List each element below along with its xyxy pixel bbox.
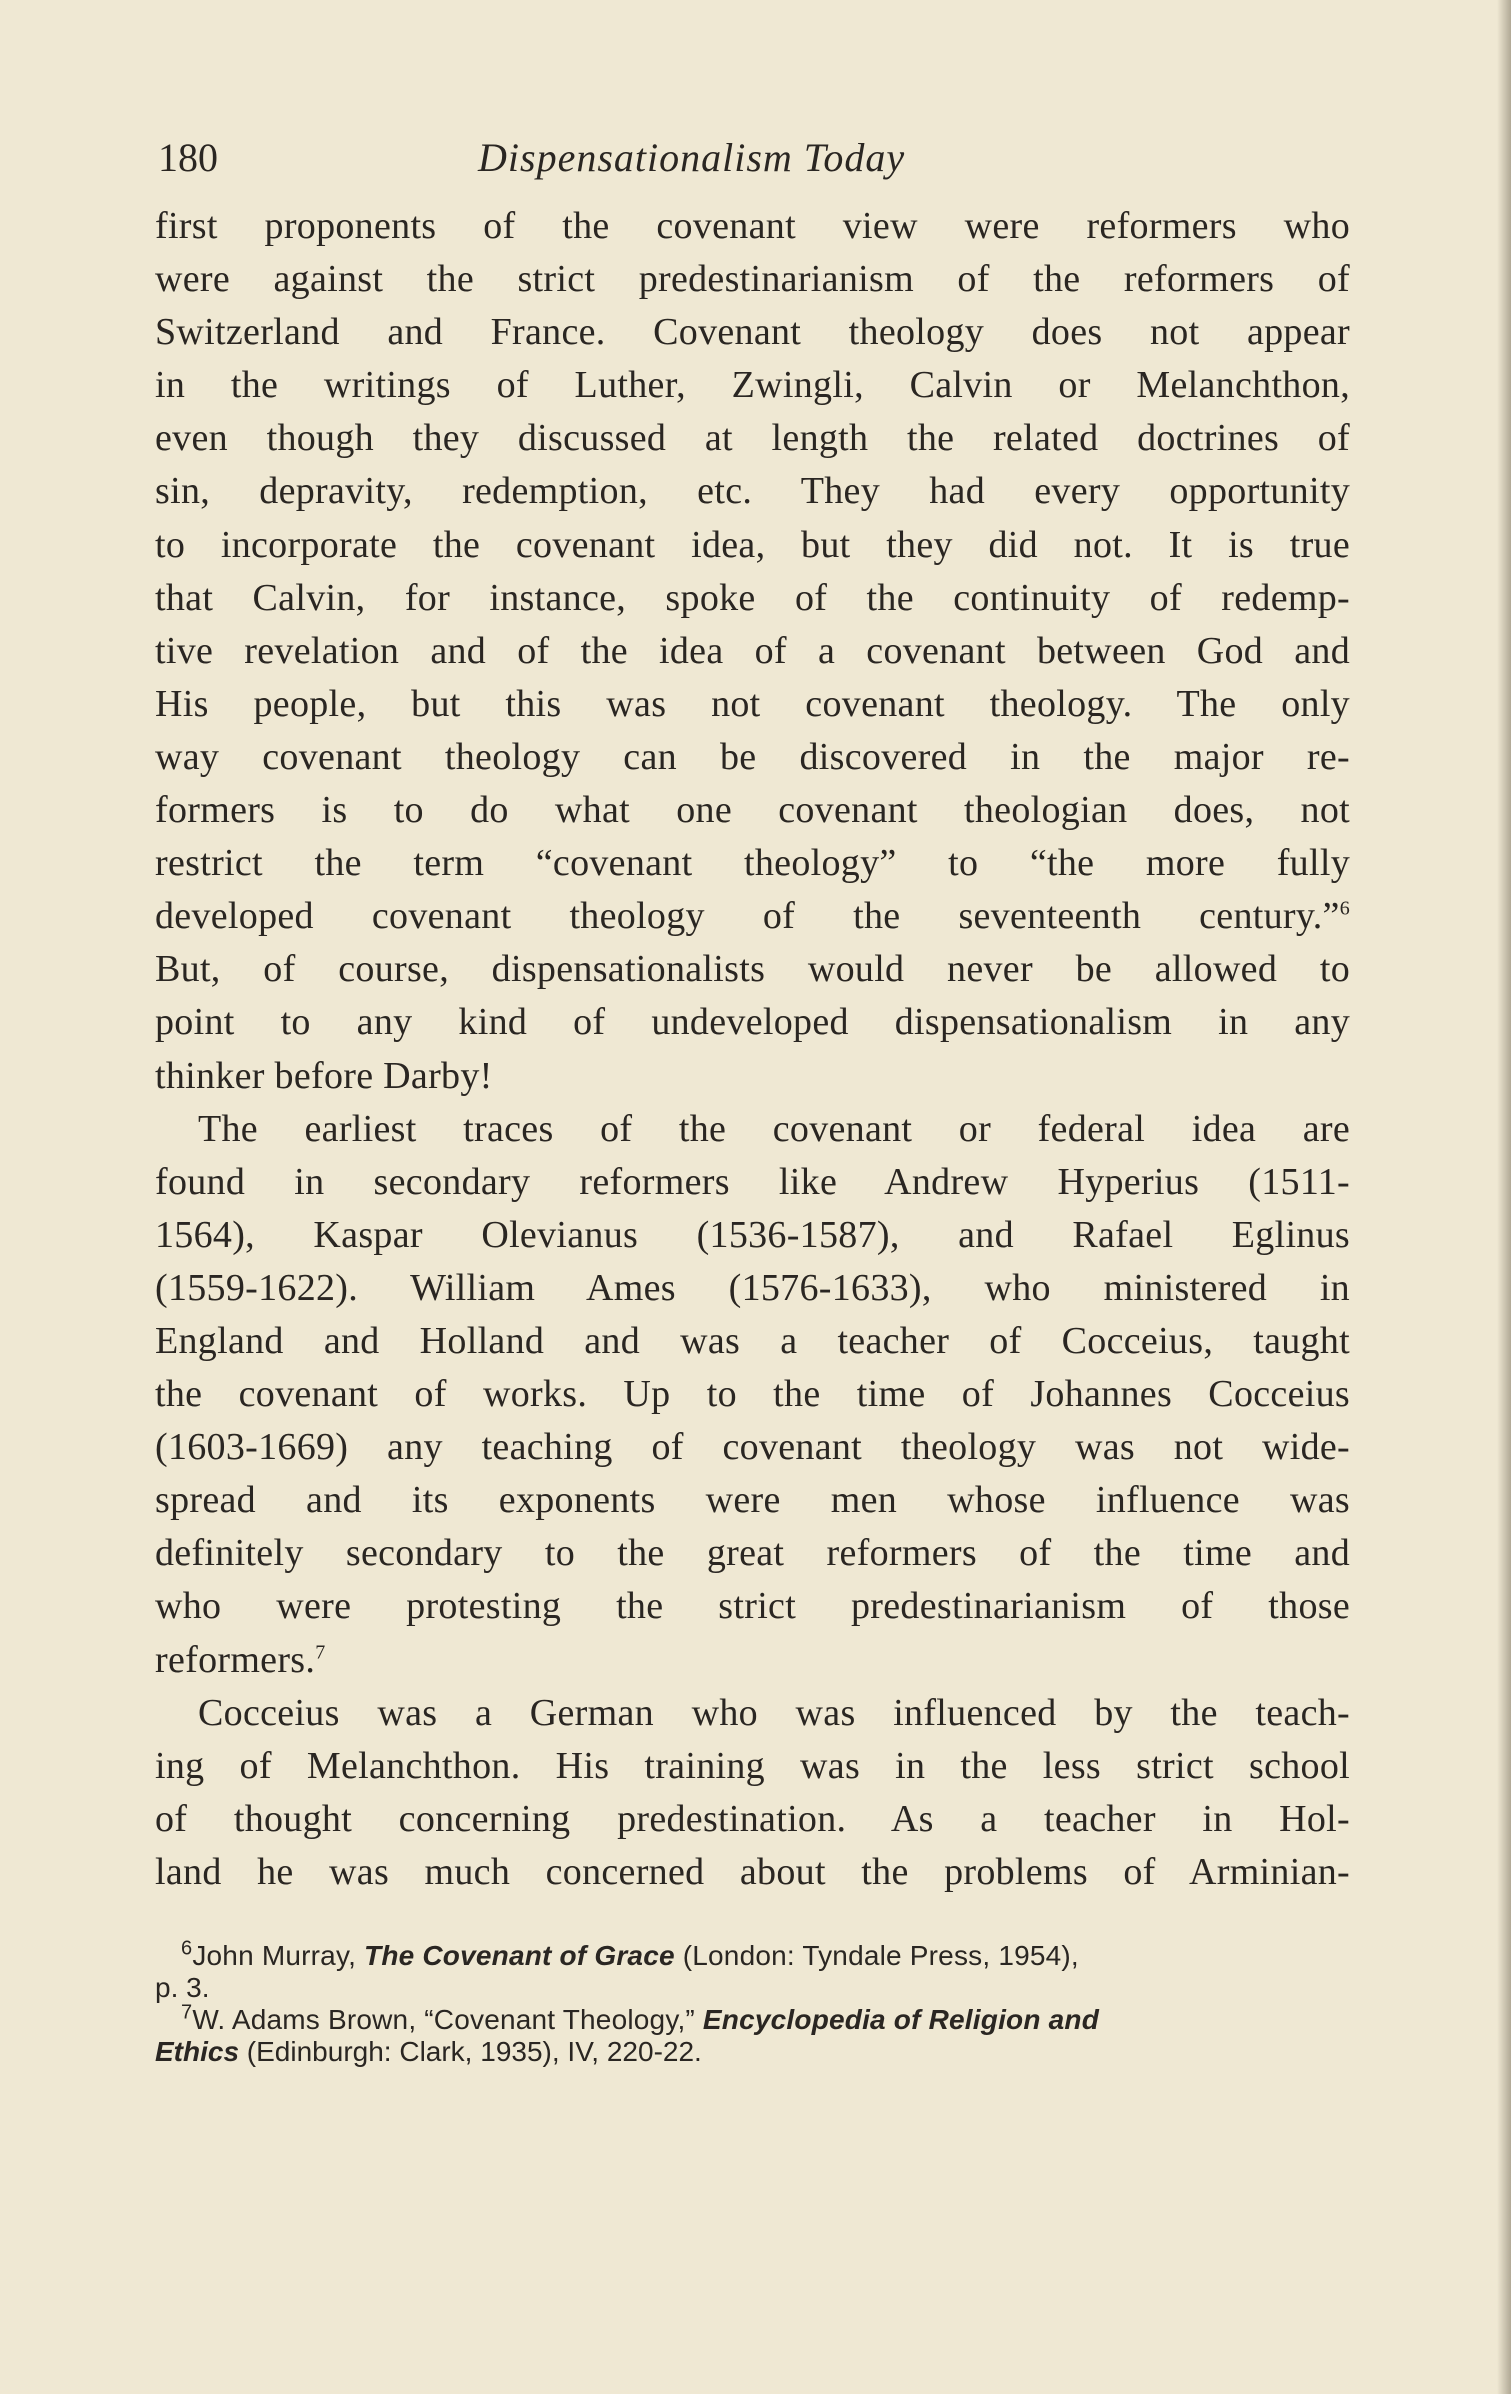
running-head [158, 128, 1358, 188]
paragraph-start: Cocceius was a German who was influenced by the teach- [198, 1691, 1350, 1734]
text-line: restrict the term “covenant theology” to “the more fully [155, 842, 1350, 885]
page-edge-shadow [1497, 0, 1511, 2394]
footnotes [155, 1937, 1350, 2068]
text-line: England and Holland and was a teacher of Cocceius, taught [155, 1319, 1350, 1362]
text-line: point to any kind of undeveloped dispensationalism in any [155, 1001, 1350, 1044]
text-line: reformers. [155, 1638, 316, 1681]
footnote-publication: (Edinburgh: Clark, 1935), IV, 220-22. [239, 2036, 702, 2067]
footnote-title: The Covenant of Grace [364, 1940, 675, 1971]
text-line: spread and its exponents were men whose influence was [155, 1479, 1350, 1522]
text-line: of thought concerning predestination. As a teacher in Hol- [155, 1797, 1350, 1840]
footnote-title-continued: Ethics [155, 2036, 240, 2067]
text-line-with-note [155, 1634, 1350, 1687]
text-line: who were protesting the strict predestinarianism of those [155, 1585, 1350, 1628]
footnote-7-continued [155, 2036, 1350, 2068]
text-line: developed covenant theology of the seventeenth century.” [155, 895, 1340, 938]
text-line: ing of Melanchthon. His training was in the less strict school [155, 1744, 1350, 1787]
text-line: first proponents of the covenant view were reformers who [155, 205, 1350, 247]
text-line: to incorporate the covenant idea, but they did not. It is true [155, 523, 1350, 566]
footnote-7 [155, 2001, 1350, 2036]
text-line: definitely secondary to the great reformers of the time and [155, 1532, 1350, 1575]
footnote-6-continued: p. 3. [155, 1972, 210, 2003]
paragraph-start: The earliest traces of the covenant or federal idea are [198, 1107, 1350, 1150]
book-title: Dispensationalism Today [478, 135, 906, 180]
text-line: the covenant of works. Up to the time of Johannes Cocceius [155, 1373, 1350, 1416]
text-line: tive revelation and of the idea of a covenant between God and [155, 629, 1350, 672]
text-line: His people, but this was not covenant theology. The only [155, 682, 1350, 725]
footnote-publication: (London: Tyndale Press, 1954), [674, 1940, 1079, 1971]
text-line: 1564), Kaspar Olevianus (1536-1587), and Rafael Eglinus [155, 1213, 1350, 1256]
footnote-6 [155, 1937, 1350, 1972]
footnote-ref-6: 6 [1339, 897, 1350, 920]
text-line: thinker before Darby! [155, 1054, 493, 1097]
text-line: sin, depravity, redemption, etc. They had every opportunity [155, 470, 1350, 513]
footnote-ref-7: 7 [315, 1640, 326, 1663]
text-line: land he was much concerned about the problems of Arminian- [155, 1850, 1350, 1893]
footnote-title: Encyclopedia of Religion and [702, 2004, 1100, 2035]
text-line: But, of course, dispensationalists would never be allowed to [155, 948, 1350, 991]
footnote-author: W. Adams Brown, “Covenant Theology,” [192, 2004, 703, 2035]
text-line: Switzerland and France. Covenant theology does not appear [155, 311, 1350, 354]
footnote-number: 6 [181, 1937, 193, 1960]
text-line: formers is to do what one covenant theologian does, not [155, 789, 1350, 832]
text-line: way covenant theology can be discovered in the major re- [155, 735, 1350, 778]
text-line: found in secondary reformers like Andrew Hyperius (1511- [155, 1160, 1350, 1203]
text-line: that Calvin, for instance, spoke of the continuity of redemp- [155, 576, 1350, 619]
body-text [155, 200, 1350, 1899]
page-number: 180 [158, 135, 218, 180]
text-line: (1603-1669) any teaching of covenant theology was not wide- [155, 1426, 1350, 1469]
text-line: were against the strict predestinarianism of the reformers of [155, 258, 1350, 301]
text-line-with-note [155, 890, 1350, 943]
footnote-author: John Murray, [192, 1940, 365, 1971]
footnote-number: 7 [181, 2001, 193, 2024]
text-line: in the writings of Luther, Zwingli, Calvin or Melanchthon, [155, 364, 1350, 407]
text-line: (1559-1622). William Ames (1576-1633), who ministered in [155, 1266, 1350, 1309]
text-line: even though they discussed at length the related doctrines of [155, 417, 1350, 460]
